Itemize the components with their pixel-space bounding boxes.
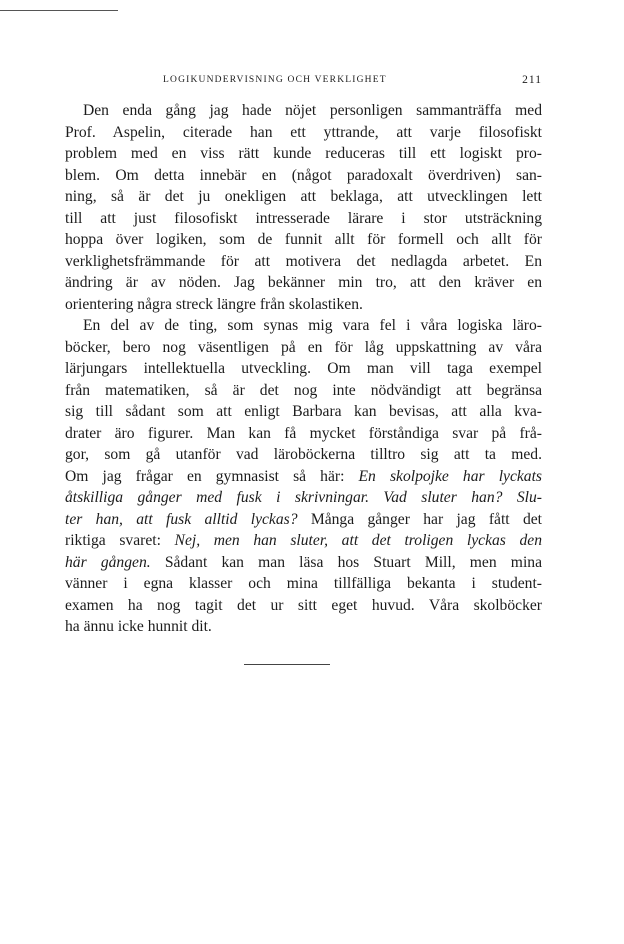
text-segment: orientering några streck längre från skolastiken. — [65, 295, 363, 313]
italic-text: En skolpojke har lyckats — [358, 467, 542, 485]
text-segment: böcker, bero nog väsentligen på en för låg uppskattning av våra — [65, 338, 542, 356]
text-line — [65, 122, 542, 144]
body-text — [65, 100, 542, 638]
text-line — [65, 337, 542, 359]
text-line — [65, 272, 542, 294]
text-segment: riktiga svaret: — [65, 532, 175, 549]
text-segment: till att just filosofiskt intresserade lärare i stor utsträckning — [65, 209, 542, 227]
section-end-rule — [244, 664, 330, 665]
paragraph — [65, 315, 542, 638]
text-segment: ning, så är det ju onekligen att beklaga, att utvecklingen lett — [65, 188, 542, 205]
text-line — [65, 294, 542, 316]
text-segment: ändring är av nöden. Jag bekänner min tro, att den kräver en — [65, 274, 542, 291]
text-line — [65, 208, 542, 230]
running-head: LOGIKUNDERVISNING OCH VERKLIGHET — [163, 75, 387, 85]
page-number: 211 — [522, 74, 542, 86]
text-segment: från matematiken, så är det nog inte nödvändigt att begränsa — [65, 381, 542, 399]
text-segment: Många gånger har jag fått det — [297, 510, 542, 528]
text-segment: vänner i egna klasser och mina tillfälliga bekanta i student- — [65, 575, 542, 592]
text-line — [65, 143, 542, 165]
text-line — [65, 595, 542, 617]
text-line — [65, 100, 542, 122]
text-segment: sig till sådant som att enligt Barbara kan bevisas, att alla kva- — [65, 403, 542, 420]
text-segment: Sådant kan man läsa hos Stuart Mill, men mina — [150, 553, 542, 571]
top-edge-rule — [0, 10, 118, 11]
text-line — [65, 530, 542, 552]
text-line — [65, 509, 542, 531]
text-segment: hoppa över logiken, som de funnit allt för formell och allt för — [65, 231, 542, 248]
text-line — [65, 229, 542, 251]
text-segment: Prof. Aspelin, citerade han ett yttrande, att varje filosofiskt — [65, 123, 542, 141]
text-line — [65, 466, 542, 488]
page-header — [65, 72, 542, 88]
text-line — [65, 444, 542, 466]
paragraph — [65, 100, 542, 315]
italic-text: ter han, att fusk alltid lyckas? — [65, 510, 298, 528]
text-line — [65, 186, 542, 208]
text-segment: problem med en viss rätt kunde reduceras till ett logiskt pro- — [65, 145, 542, 162]
text-segment: ha ännu icke hunnit dit. — [65, 618, 212, 635]
italic-text: Nej, men han sluter, att det troligen lyckas den — [174, 532, 542, 549]
text-segment: drater äro figurer. Man kan få mycket förståndiga svar på frå- — [65, 424, 542, 442]
text-line — [65, 616, 542, 638]
text-line — [65, 380, 542, 402]
text-line — [65, 573, 542, 595]
italic-text: åtskilliga gånger med fusk i skrivningar. Vad sluter han? Slu- — [65, 489, 542, 506]
text-line — [65, 487, 542, 509]
text-line — [65, 423, 542, 445]
italic-text: här gången. — [65, 553, 151, 571]
text-line — [65, 315, 542, 337]
text-segment: Om jag frågar en gymnasist så här: — [65, 467, 359, 485]
text-segment: examen ha nog tagit det ur sitt eget huvud. Våra skolböcker — [65, 596, 542, 614]
text-segment: gor, som gå utanför vad läroböckerna tilltro sig att ta med. — [65, 446, 542, 463]
text-line — [65, 401, 542, 423]
text-segment: lärjungars intellektuella utveckling. Om man vill taga exempel — [65, 360, 542, 377]
text-segment: verklighetsfrämmande för att motivera det nedlagda arbetet. En — [65, 252, 542, 270]
text-segment: Den enda gång jag hade nöjet personligen sammanträffa med — [83, 102, 542, 119]
text-line — [65, 251, 542, 273]
text-line — [65, 552, 542, 574]
text-line — [65, 165, 542, 187]
text-segment: blem. Om detta innebär en (något paradoxalt överdriven) san- — [65, 166, 542, 184]
text-line — [65, 358, 542, 380]
text-segment: En del av de ting, som synas mig vara fel i våra logiska läro- — [83, 317, 542, 334]
